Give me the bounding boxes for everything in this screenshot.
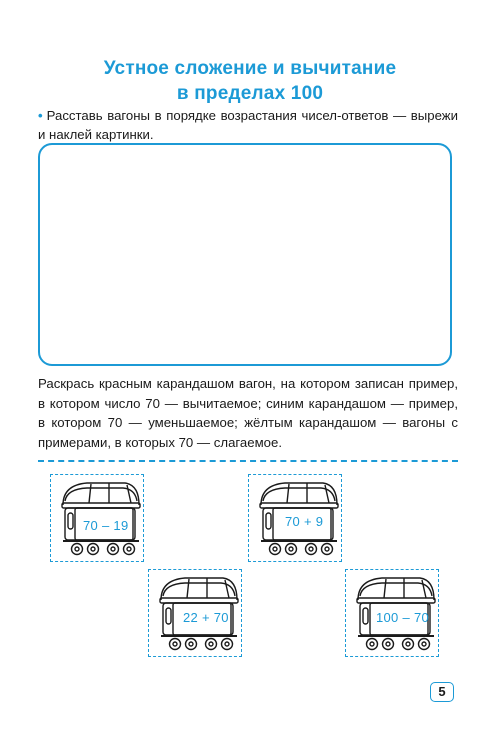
cut-line — [38, 460, 458, 462]
task-text — [38, 106, 458, 144]
task-sentence: Расставь вагоны в порядке возрастания чисел-ответов — вырежи и наклей картинки. — [38, 108, 458, 142]
wagon-expression: 70 – 19 — [83, 518, 129, 533]
wagon-expression: 70 + 9 — [285, 514, 324, 529]
wagon-card-2[interactable] — [248, 474, 342, 562]
wagon-expression: 22 + 70 — [183, 610, 229, 625]
page-title — [0, 56, 500, 106]
wagon-card-3[interactable] — [148, 569, 242, 657]
wagon-expression: 100 – 70 — [376, 610, 430, 625]
title-line-1: Устное сложение и вычитание — [103, 58, 397, 79]
bullet-icon: • — [38, 108, 43, 123]
page-number: 5 — [430, 682, 454, 702]
paste-area[interactable] — [38, 143, 452, 366]
wagon-card-4[interactable] — [345, 569, 439, 657]
title-line-2: в пределах 100 — [176, 83, 324, 104]
wagon-card-1[interactable] — [50, 474, 144, 562]
coloring-instruction: Раскрась красным карандашом вагон, на котором записан пример, в котором число 70 — вычитаемое; синим карандашом — пример, в котором 70 — уменьшаемое; жёлтым карандашом — вагоны с примерами, в которых 70 — слагаемое. — [38, 376, 458, 450]
